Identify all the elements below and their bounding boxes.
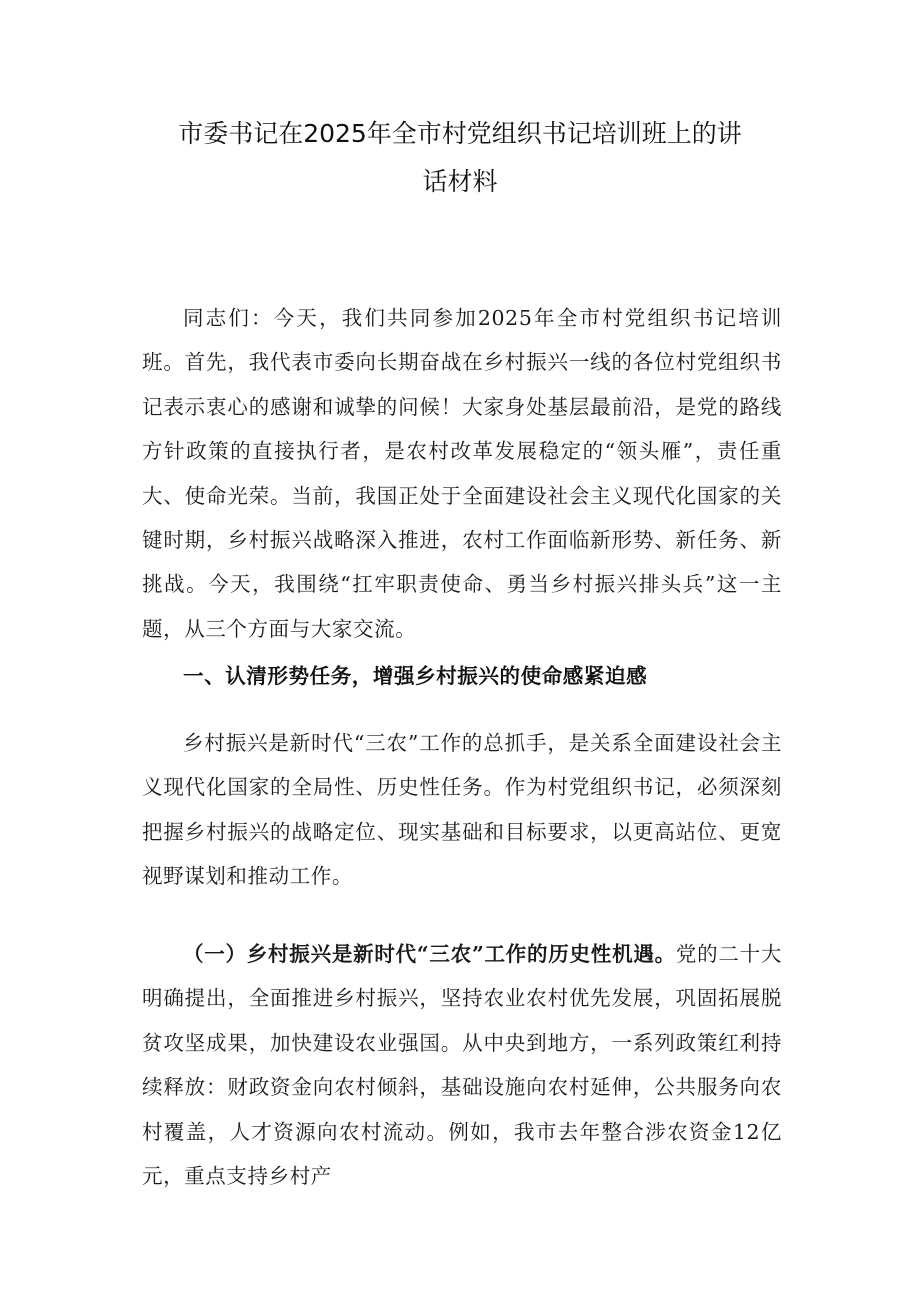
title-line-1: 市委书记在2025年全市村党组织书记培训班上的讲 xyxy=(178,119,742,148)
section-heading-1: 一、认清形势任务，增强乡村振兴的使命感紧迫感 xyxy=(183,664,648,688)
subsection-1-text: 党的二十大明确提出，全面推进乡村振兴，坚持农业农村优先发展，巩固拓展脱贫攻坚成果，加快建设农业强国。从中央到地方，一系列政策红利持续释放：财政资金向农村倾斜，基础设施向农村延伸，公共服务向农村覆盖，人才资源向农村流动。例如，我市去年整合涉农资金12亿元，重点支持乡村产 xyxy=(142,942,783,1189)
document-title xyxy=(130,110,790,206)
paragraph-section-1-intro: 乡村振兴是新时代“三农”工作的总抓手，是关系全面建设社会主义现代化国家的全局性、历史性任务。作为村党组织书记，必须深刻把握乡村振兴的战略定位、现实基础和目标要求，以更高站位、更宽视野谋划和推动工作。 xyxy=(142,731,782,889)
paragraph-subsection-1 xyxy=(142,932,782,1198)
title-line-2: 话材料 xyxy=(422,167,498,196)
subsection-1-heading: （一）乡村振兴是新时代“三农”工作的历史性机遇。 xyxy=(183,942,676,966)
paragraph-opening: 同志们：今天，我们共同参加2025年全市村党组织书记培训班。首先，我代表市委向长期奋战在乡村振兴一线的各位村党组织书记表示衷心的感谢和诚挚的问候！大家身处基层最前沿，是党的路线方针政策的直接执行者，是农村改革发展稳定的“领头雁”，责任重大、使命光荣。当前，我国正处于全面建设社会主义现代化国家的关键时期，乡村振兴战略深入推进，农村工作面临新形势、新任务、新挑战。今天，我围绕“扛牢职责使命、勇当乡村振兴排头兵”这一主题，从三个方面与大家交流。 xyxy=(142,306,782,641)
